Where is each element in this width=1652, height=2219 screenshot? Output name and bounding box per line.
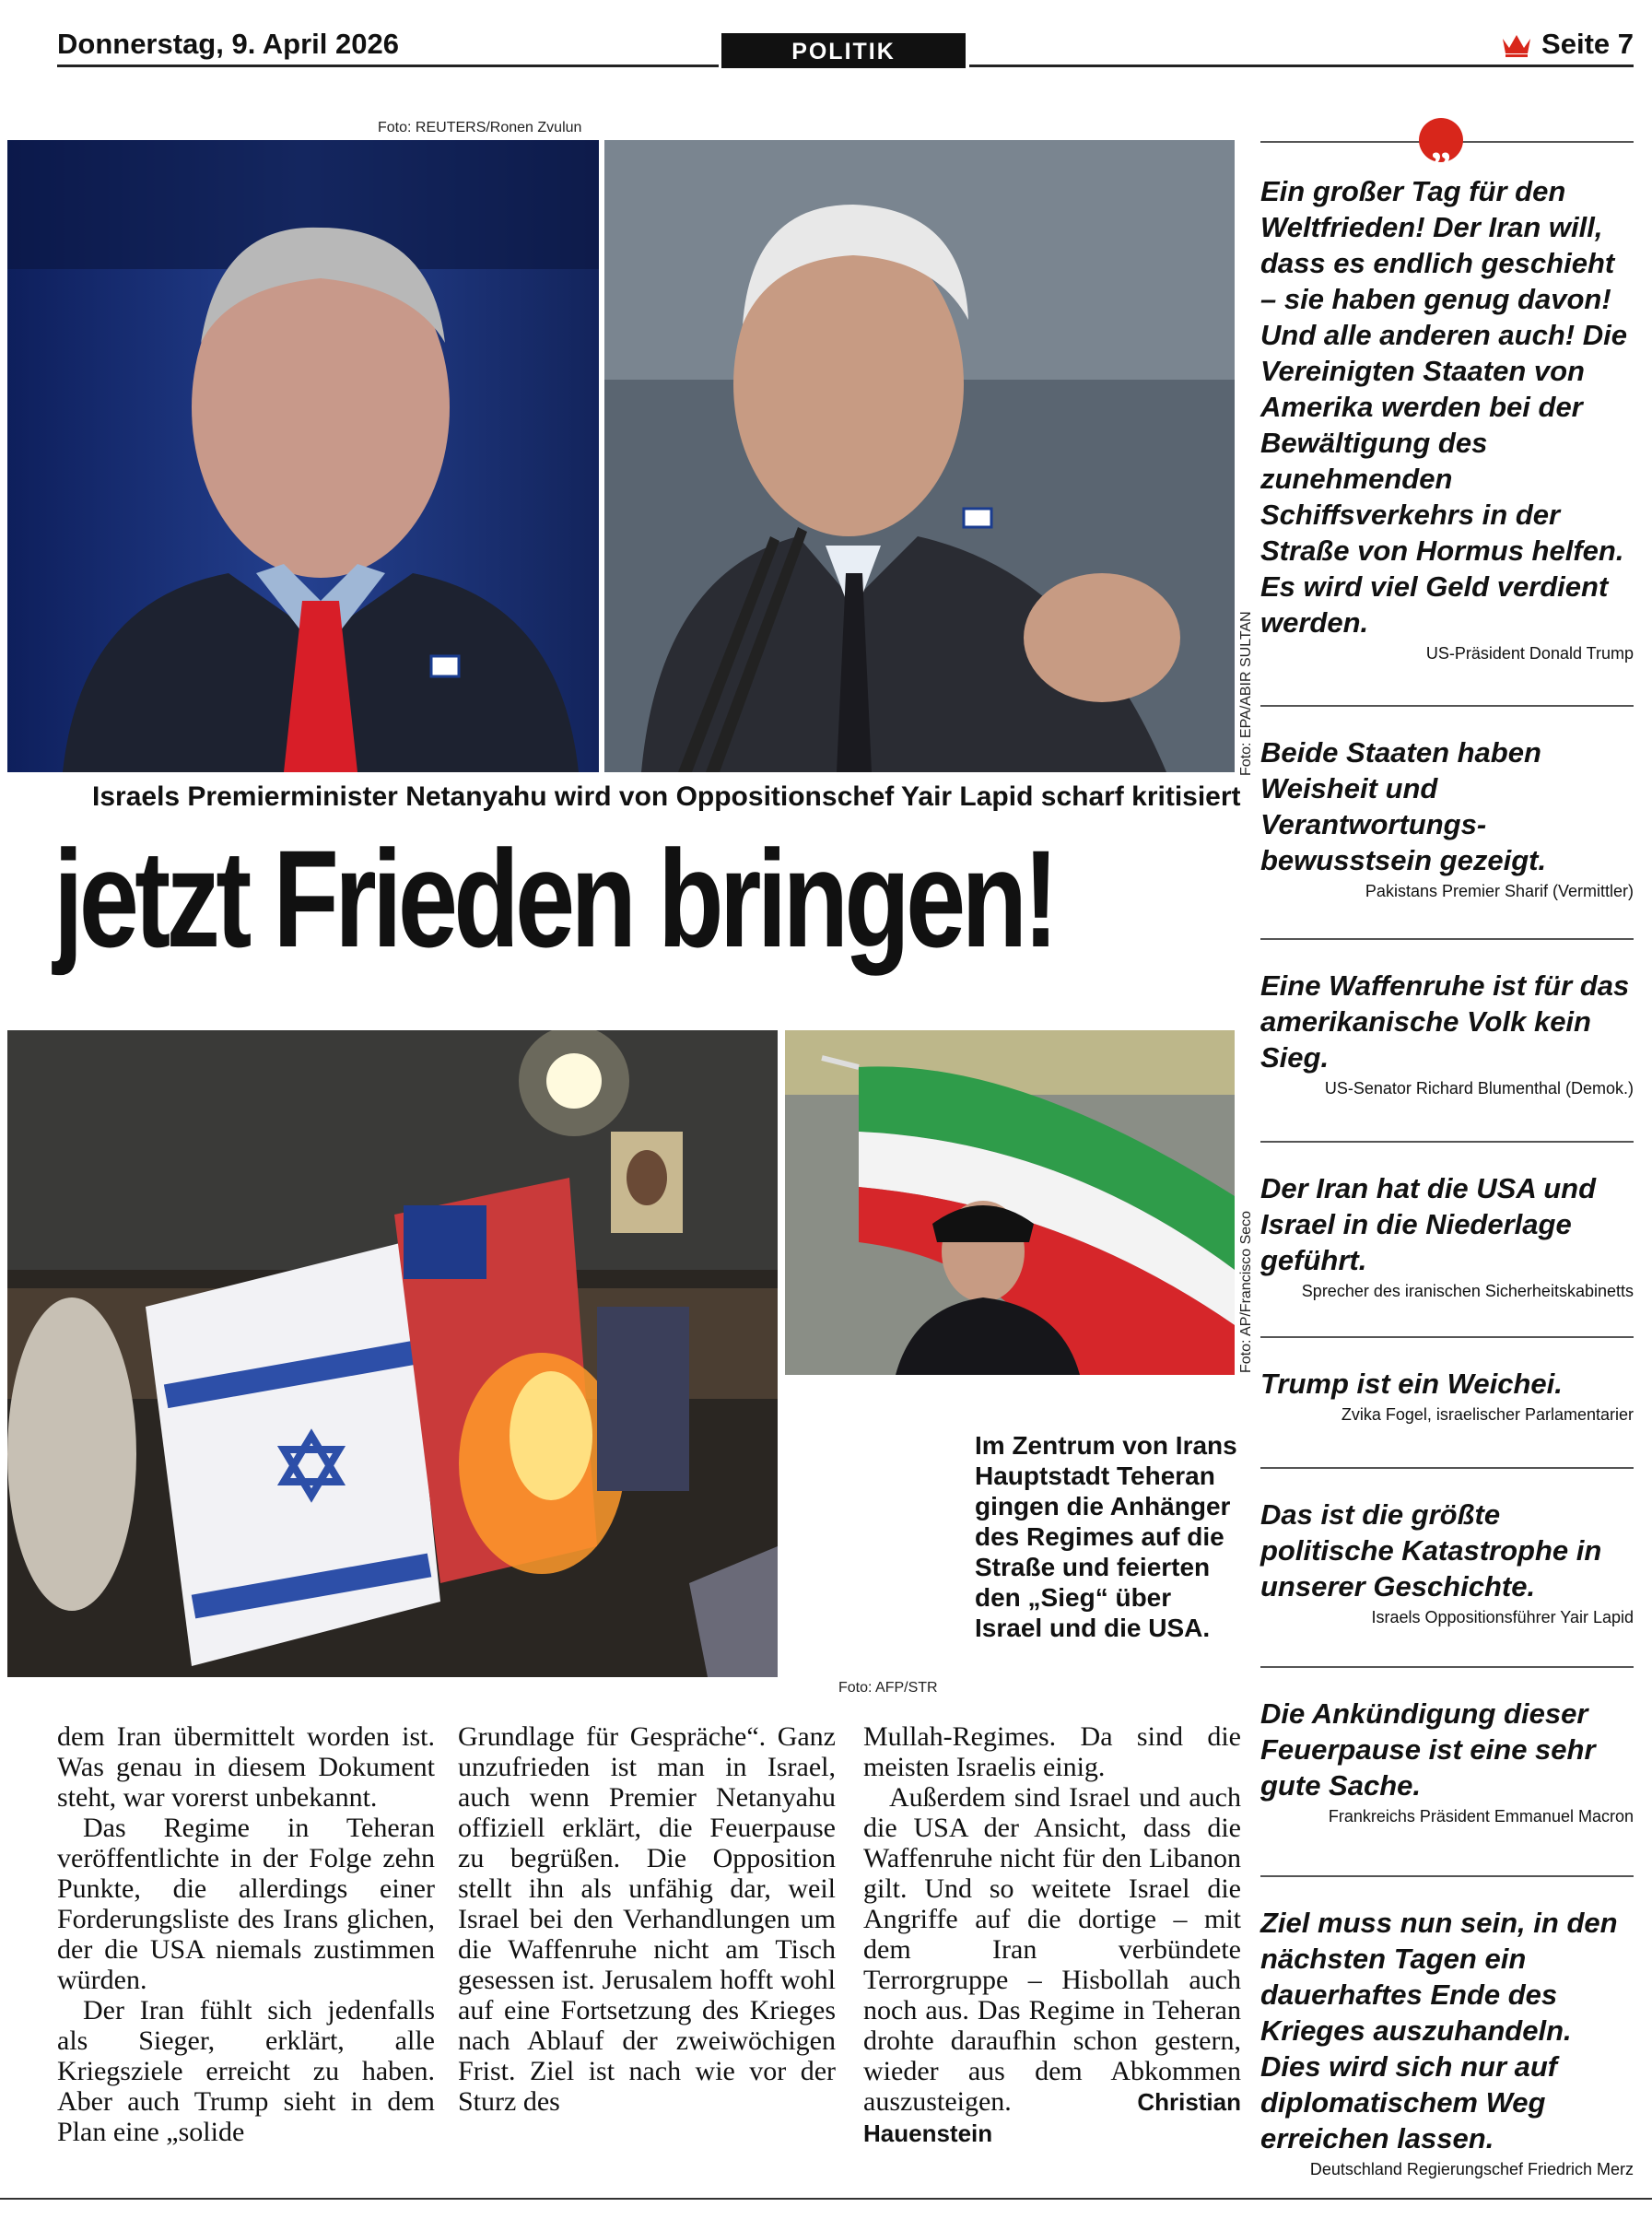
quote-text: Ziel muss nun sein, in den nächsten Tagen ein dauerhaftes Ende des Krieges auszuhandeln. Dies wird sich nur auf diplomatischem Weg erreichen lassen. <box>1260 1907 1618 2154</box>
quote-source: Deutschland Regierungschef Friedrich Merz <box>1309 2160 1634 2178</box>
paragraph: Grundlage für Gespräche“. Ganz unzufrieden ist man in Israel, auch wenn Premier Netanyahu offiziell erklärt, die Feuerpause zu begrüßen. Die Opposition stellt ihn als unfähig dar, weil Israel bei den Verhandlungen um die Waffenruhe nicht am Tisch gesessen ist. Jerusalem hofft wohl auf eine Fortsetzung des Krieges nach Ablauf der zweiwöchigen Frist. Ziel ist nach wie vor der Sturz des <box>458 1721 836 2117</box>
photo-lapid <box>604 140 1235 772</box>
photo-iran-flag <box>785 1030 1235 1375</box>
page-bottom-rule <box>0 2198 1652 2200</box>
quote-text: Eine Waffenruhe ist für das amerikanische Volk kein Sieg. <box>1260 969 1630 1074</box>
quote-source: US-Senator Richard Blumenthal (Demok.) <box>1324 1079 1634 1098</box>
quote-source: Sprecher des iranischen Sicherheitskabinetts <box>1301 1282 1634 1300</box>
photo-protest <box>7 1030 778 1677</box>
lapid-image <box>604 140 1235 772</box>
paragraph: Mullah-Regimes. Da sind die meisten Israelis einig. <box>863 1721 1241 1782</box>
quote-source: Pakistans Premier Sharif (Vermittler) <box>1365 882 1634 900</box>
netanyahu-image <box>7 140 599 772</box>
issue-date: Donnerstag, 9. April 2026 <box>57 28 399 60</box>
photo-credit-protest: Foto: AFP/STR <box>838 1680 938 1696</box>
quote-block <box>1260 734 1634 901</box>
quote-source: Israels Oppositionsführer Yair Lapid <box>1371 1608 1634 1626</box>
quote-block <box>1260 173 1634 663</box>
paragraph-text: Außerdem sind Israel und auch die USA der Ansicht, dass die Waffenruhe nicht für den Libanon gilt. Und so weitete Israel die Angriffe auf die dortige – mit dem Iran verbündete Terrorgruppe – Hisbollah auch noch aus. Das Regime in Teheran drohte daraufhin schon gestern, wieder aus dem Abkommen auszusteigen. <box>863 1782 1241 2117</box>
protest-image <box>7 1030 778 1677</box>
quote-block <box>1260 968 1634 1098</box>
page-number <box>1501 28 1634 61</box>
section-label: POLITIK <box>721 33 966 68</box>
quote-text: Das ist die größte politische Katastrophe in unserer Geschichte. <box>1260 1498 1602 1603</box>
photo-caption-side: Im Zentrum von Irans Hauptstadt Teheran gingen die Anhänger des Regimes auf die Straße und feierten den „Sieg“ über Israel und die USA. <box>975 1431 1237 1642</box>
quote-text: Die Ankündigung dieser Feuerpause ist eine sehr gute Sache. <box>1260 1697 1596 1802</box>
photo-credit-flag: Foto: AP/Francisco Seco <box>1238 1210 1254 1373</box>
paragraph: Der Iran fühlt sich jedenfalls als Sieger, erklärt, alle Kriegsziele erreicht zu haben. Aber auch Trump sieht in dem Plan eine „solide <box>57 1995 435 2147</box>
paragraph: Das Regime in Teheran veröffentlichte in der Folge zehn Punkte, die allerdings einer Forderungsliste des Irans glichen, der die USA niemals zustimmen würden. <box>57 1813 435 1995</box>
photo-caption-top: Israels Premierminister Netanyahu wird von Oppositionschef Yair Lapid scharf kritisiert <box>92 781 1241 812</box>
photo-credit-top: Foto: REUTERS/Ronen Zvulun <box>378 120 582 135</box>
quote-source: Frankreichs Präsident Emmanuel Macron <box>1328 1807 1634 1826</box>
quote-text: Beide Staaten haben Weisheit und Verantwortungs-bewusstsein gezeigt. <box>1260 736 1547 876</box>
iran-flag-image <box>785 1030 1235 1375</box>
quote-divider <box>1260 1141 1634 1143</box>
article-column-1 <box>57 1721 435 2147</box>
quote-divider <box>1260 1875 1634 1877</box>
quote-divider <box>1260 1336 1634 1338</box>
quote-source: Zvika Fogel, israelischer Parlamentarier <box>1341 1405 1634 1424</box>
quote-block <box>1260 1696 1634 1826</box>
quote-divider <box>1260 938 1634 940</box>
headline: jetzt Frieden bringen! <box>53 821 1055 976</box>
photo-credit-lapid: Foto: EPA/ABIR SULTAN <box>1238 611 1254 776</box>
quote-block <box>1260 1905 1634 2179</box>
author-name: Christian Hauenstein <box>863 2088 1241 2147</box>
quote-block <box>1260 1497 1634 1627</box>
crown-icon <box>1501 31 1532 57</box>
quote-source: US-Präsident Donald Trump <box>1425 644 1634 663</box>
quote-text: Ein großer Tag für den Weltfrieden! Der Iran will, dass es endlich geschieht – sie haben genug davon! Und alle anderen auch! Die Vereinigten Staaten von Amerika werden bei der Bewältigung des zunehmenden Schiffsverkehrs in der Straße von Hormus helfen. Es wird viel Geld verdient werden. <box>1260 175 1627 639</box>
paragraph: dem Iran übermittelt worden ist. Was genau in diesem Dokument steht, war vorerst unbekannt. <box>57 1721 435 1813</box>
quote-text: Trump ist ein Weichei. <box>1260 1368 1563 1400</box>
quote-divider <box>1260 705 1634 707</box>
photo-netanyahu <box>7 140 599 772</box>
quote-mark-icon: „ <box>1419 118 1463 162</box>
quote-block <box>1260 1170 1634 1301</box>
page-number-label: Seite 7 <box>1541 28 1634 60</box>
quote-divider <box>1260 1467 1634 1469</box>
article-column-3 <box>863 1721 1241 2149</box>
header-rule-left <box>57 65 719 67</box>
article-column-2 <box>458 1721 836 2117</box>
quote-divider <box>1260 1666 1634 1668</box>
quote-block <box>1260 1366 1634 1425</box>
paragraph <box>863 1782 1241 2149</box>
quote-text: Der Iran hat die USA und Israel in die Niederlage geführt. <box>1260 1172 1597 1276</box>
header-rule-right <box>969 65 1634 67</box>
